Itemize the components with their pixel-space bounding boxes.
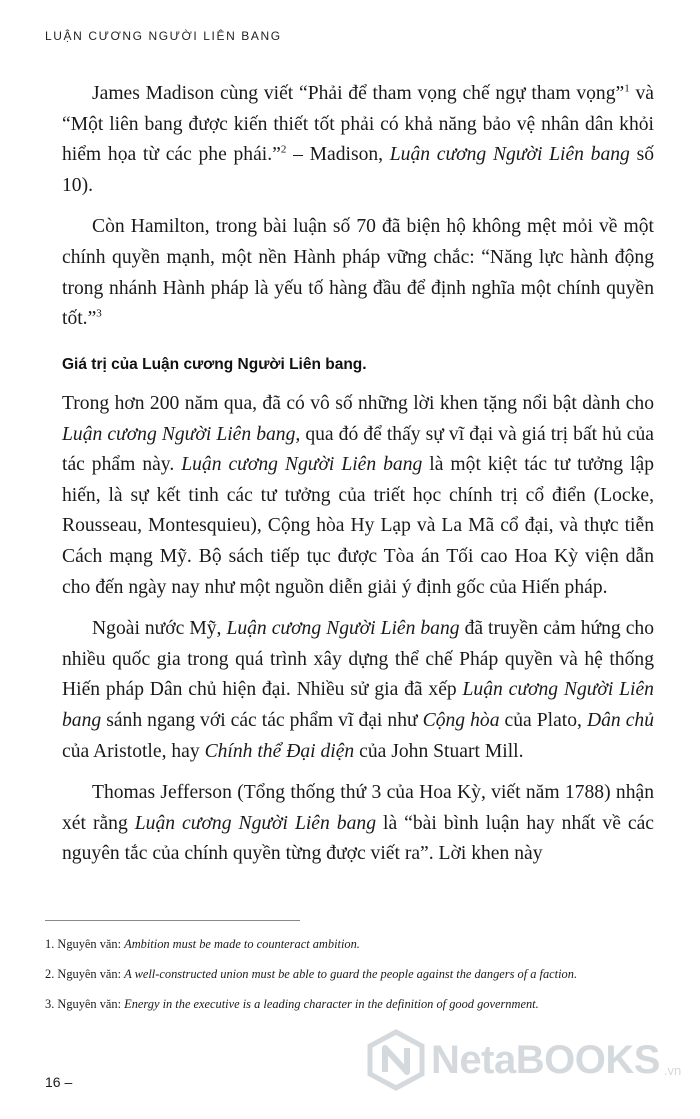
footnote-1: 1. Nguyên văn: Ambition must be made to counteract ambition. (45, 937, 360, 951)
watermark-brand: NetaBOOKS (431, 1037, 660, 1082)
footnotes (45, 934, 665, 1024)
footnote-divider (45, 920, 300, 921)
footnote-3: 3. Nguyên văn: Energy in the executive is a leading character in the definition of good government. (45, 997, 539, 1011)
paragraph-jefferson: Thomas Jefferson (Tổng thống thứ 3 của Hoa Kỳ, viết năm 1788) nhận xét rằng Luận cương Người Liên bang là “bài bình luận hay nhất về các nguyên tắc của chính quyền từng được viết ra”. Lời khen này (62, 782, 654, 865)
paragraph-influence: Ngoài nước Mỹ, Luận cương Người Liên bang đã truyền cảm hứng cho nhiều quốc gia trong quá trình xây dựng thể chế Pháp quyền và hệ thống Hiến pháp Dân chủ hiện đại. Nhiều sử gia đã xếp Luận cương Người Liên bang sánh ngang với các tác phẩm vĩ đại như Cộng hòa của Plato, Dân chủ của Aristotle, hay Chính thể Đại diện của John Stuart Mill. (62, 618, 655, 762)
section-heading: Giá trị của Luận cương Người Liên bang. (62, 356, 367, 373)
body-block-2 (62, 389, 654, 870)
footnote-2: 2. Nguyên văn: A well-constructed union must be able to guard the people against the dangers of a faction. (45, 967, 578, 981)
footnote-ref-2: 2 (280, 143, 287, 156)
footnote-ref-1: 1 (624, 82, 630, 95)
paragraph-hamilton: Còn Hamilton, trong bài luận số 70 đã biện hộ không mệt mỏi về một chính quyền mạnh, một nền Hành pháp vững chắc: “Năng lực hành động trong nhánh Hành pháp là yếu tố hàng đầu để định nghĩa một chính quyền tốt.”$^3$ (62, 216, 654, 330)
watermark-suffix: .vn (663, 1063, 682, 1078)
page-number: 16 – (45, 1074, 73, 1090)
paragraph-madison: James Madison cùng viết “Phải để tham vọng chế ngự tham vọng”$^1$ và “Một liên bang được kiến thiết tốt phải có khả năng bảo vệ nhân dân khỏi hiểm họa từ các phe phái.”$^2$ – Madison, Luận cương Người Liên bang số 10). (62, 82, 655, 196)
running-head: LUẬN CƯƠNG NGƯỜI LIÊN BANG (45, 29, 282, 43)
watermark (365, 1020, 695, 1100)
netabooks-logo-icon (365, 1029, 427, 1091)
footnote-ref-3: 3 (96, 307, 102, 320)
body-block-1 (62, 79, 654, 335)
paragraph-value: Trong hơn 200 năm qua, đã có vô số những lời khen tặng nổi bật dành cho Luận cương Người Liên bang, qua đó để thấy sự vĩ đại và giá trị bất hủ của tác phẩm này. Luận cương Người Liên bang là một kiệt tác tư tưởng lập hiến, là sự kết tinh các tư tưởng của triết học chính trị cổ điển (Locke, Rousseau, Montesquieu), Cộng hòa Hy Lạp và La Mã cổ đại, và thực tiễn Cách mạng Mỹ. Bộ sách tiếp tục được Tòa án Tối cao Hoa Kỳ viện dẫn cho đến ngày nay như một nguồn diễn giải ý định gốc của Hiến pháp. (62, 393, 655, 598)
